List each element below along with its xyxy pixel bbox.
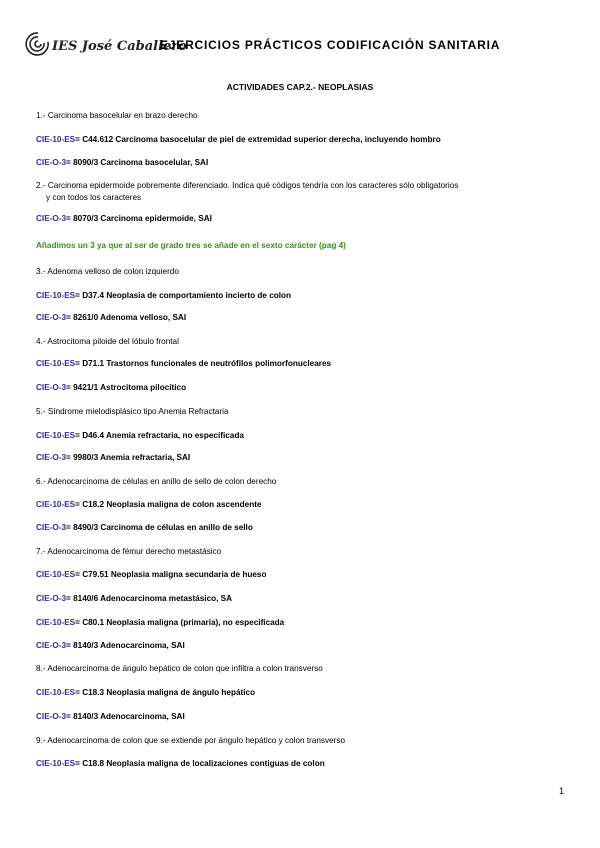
exercise-statement: 8.- Adenocarcinoma de ángulo hepático de colon que infiltra a colon transverso <box>36 664 323 673</box>
code-answer <box>36 687 255 699</box>
code-answer <box>36 358 331 370</box>
code-value: = 9421/1 Astrocitoma pilocítico <box>66 383 187 392</box>
code-system-label: CIE-O-3 <box>36 712 67 721</box>
code-value: = D71.1 Trastornos funcionales de neutrófilos polimorfonucleares <box>75 359 332 368</box>
code-value: = C18.8 Neoplasia maligna de localizaciones contiguas de colon <box>75 759 325 768</box>
code-system-label: CIE-O-3 <box>36 158 67 167</box>
code-value: = 9980/3 Anemia refractaria, SAI <box>66 453 191 462</box>
code-value: = C18.3 Neoplasia maligna de ángulo hepático <box>75 688 256 697</box>
code-system-label: CIE-10-ES <box>36 135 76 144</box>
school-logo <box>24 30 187 58</box>
code-value: = 8140/6 Adenocarcinoma metastásico, SA <box>66 594 233 603</box>
code-answer <box>36 593 232 605</box>
code-answer <box>36 499 261 511</box>
code-system-label: CIE-O-3 <box>36 313 67 322</box>
exercise-statement: 7.- Adenocarcinoma de fémur derecho metastásico <box>36 547 222 556</box>
code-answer <box>36 640 185 652</box>
code-system-label: CIE-O-3 <box>36 453 67 462</box>
code-value: = 8140/3 Adenocarcinoma, SAI <box>66 641 185 650</box>
svg-text:IES José Caballero: IES José Caballero <box>52 39 187 54</box>
page-number: 1 <box>558 786 564 796</box>
page-header <box>24 30 584 62</box>
exercise-statement-line: y con todos los caracteres <box>46 193 142 202</box>
code-system-label: CIE-10-ES <box>36 500 76 509</box>
code-system-label: CIE-10-ES <box>36 291 76 300</box>
exercise-statement: 9.- Adenocarcinoma de colon que se extiende por ángulo hepático y colon transverso <box>36 736 346 745</box>
section-subtitle: ACTIVIDADES CAP.2.- NEOPLASIAS <box>226 82 374 92</box>
code-system-label: CIE-10-ES <box>36 759 76 768</box>
code-answer <box>36 312 186 324</box>
exercise-statement: 6.- Adenocarcinoma de células en anillo de sello de colon derecho <box>36 477 277 486</box>
code-system-label: CIE-10-ES <box>36 618 76 627</box>
code-system-label: CIE-10-ES <box>36 431 76 440</box>
code-answer <box>36 134 441 146</box>
exercise-statement: 3.- Adenoma velloso de colon izquierdo <box>36 267 179 276</box>
code-system-label: CIE-O-3 <box>36 383 67 392</box>
page-title: EJERCICIOS PRÁCTICOS CODIFICACIÓN SANITARIA <box>160 38 501 52</box>
exercise-statement: 5.- Síndrome mielodisplásico tipo Anemia Refractaria <box>36 407 229 416</box>
exercise-statement: 4.- Astrocitoma piloide del lóbulo frontal <box>36 337 179 346</box>
code-value: = D37.4 Neoplasia de comportamiento incierto de colon <box>75 291 292 300</box>
code-system-label: CIE-O-3 <box>36 214 67 223</box>
code-answer <box>36 157 208 169</box>
code-value: = 8140/3 Adenocarcinoma, SAI <box>66 712 185 721</box>
code-answer <box>36 430 244 442</box>
code-system-label: CIE-10-ES <box>36 688 76 697</box>
code-system-label: CIE-10-ES <box>36 570 76 579</box>
code-value: = C80.1 Neoplasia maligna (primaria), no especificada <box>75 618 285 627</box>
code-answer <box>36 522 253 534</box>
code-value: = 8090/3 Carcinoma basocelular, SAI <box>66 158 209 167</box>
exercise-statement: 1.- Carcinoma basocelular en brazo derecho <box>36 111 198 120</box>
code-answer <box>36 758 325 770</box>
code-system-label: CIE-O-3 <box>36 523 67 532</box>
code-value: = 8070/3 Carcinoma epidermoide, SAI <box>66 214 212 223</box>
code-answer <box>36 711 185 723</box>
code-answer <box>36 382 186 394</box>
code-value: = C79.51 Neoplasia maligna secundaria de hueso <box>75 570 267 579</box>
code-value: = D46.4 Anemia refractaria, no especificada <box>75 431 244 440</box>
code-value: = C18.2 Neoplasia maligna de colon ascendente <box>75 500 262 509</box>
code-system-label: CIE-O-3 <box>36 594 67 603</box>
code-answer <box>36 569 267 581</box>
code-value: = 8490/3 Carcinoma de células en anillo de sello <box>66 523 253 532</box>
code-answer <box>36 290 291 302</box>
code-answer <box>36 617 284 629</box>
code-value: = 8261/0 Adenoma velloso, SAI <box>66 313 187 322</box>
code-answer <box>36 452 190 464</box>
code-system-label: CIE-O-3 <box>36 641 67 650</box>
answer-note: Añadimos un 3 ya que al ser de grado tres se añade en el sexto carácter (pag 4) <box>36 241 346 250</box>
code-system-label: CIE-10-ES <box>36 359 76 368</box>
exercise-statement <box>36 180 556 204</box>
code-value: = C44.612 Carcinoma basocelular de piel de extremidad superior derecha, incluyendo hombro <box>75 135 441 144</box>
code-answer <box>36 213 212 225</box>
exercise-statement-line: 2.- Carcinoma epidermoide pobremente diferenciado. Indica qué códigos tendría con los caracteres sólo obligatorios <box>36 181 459 190</box>
